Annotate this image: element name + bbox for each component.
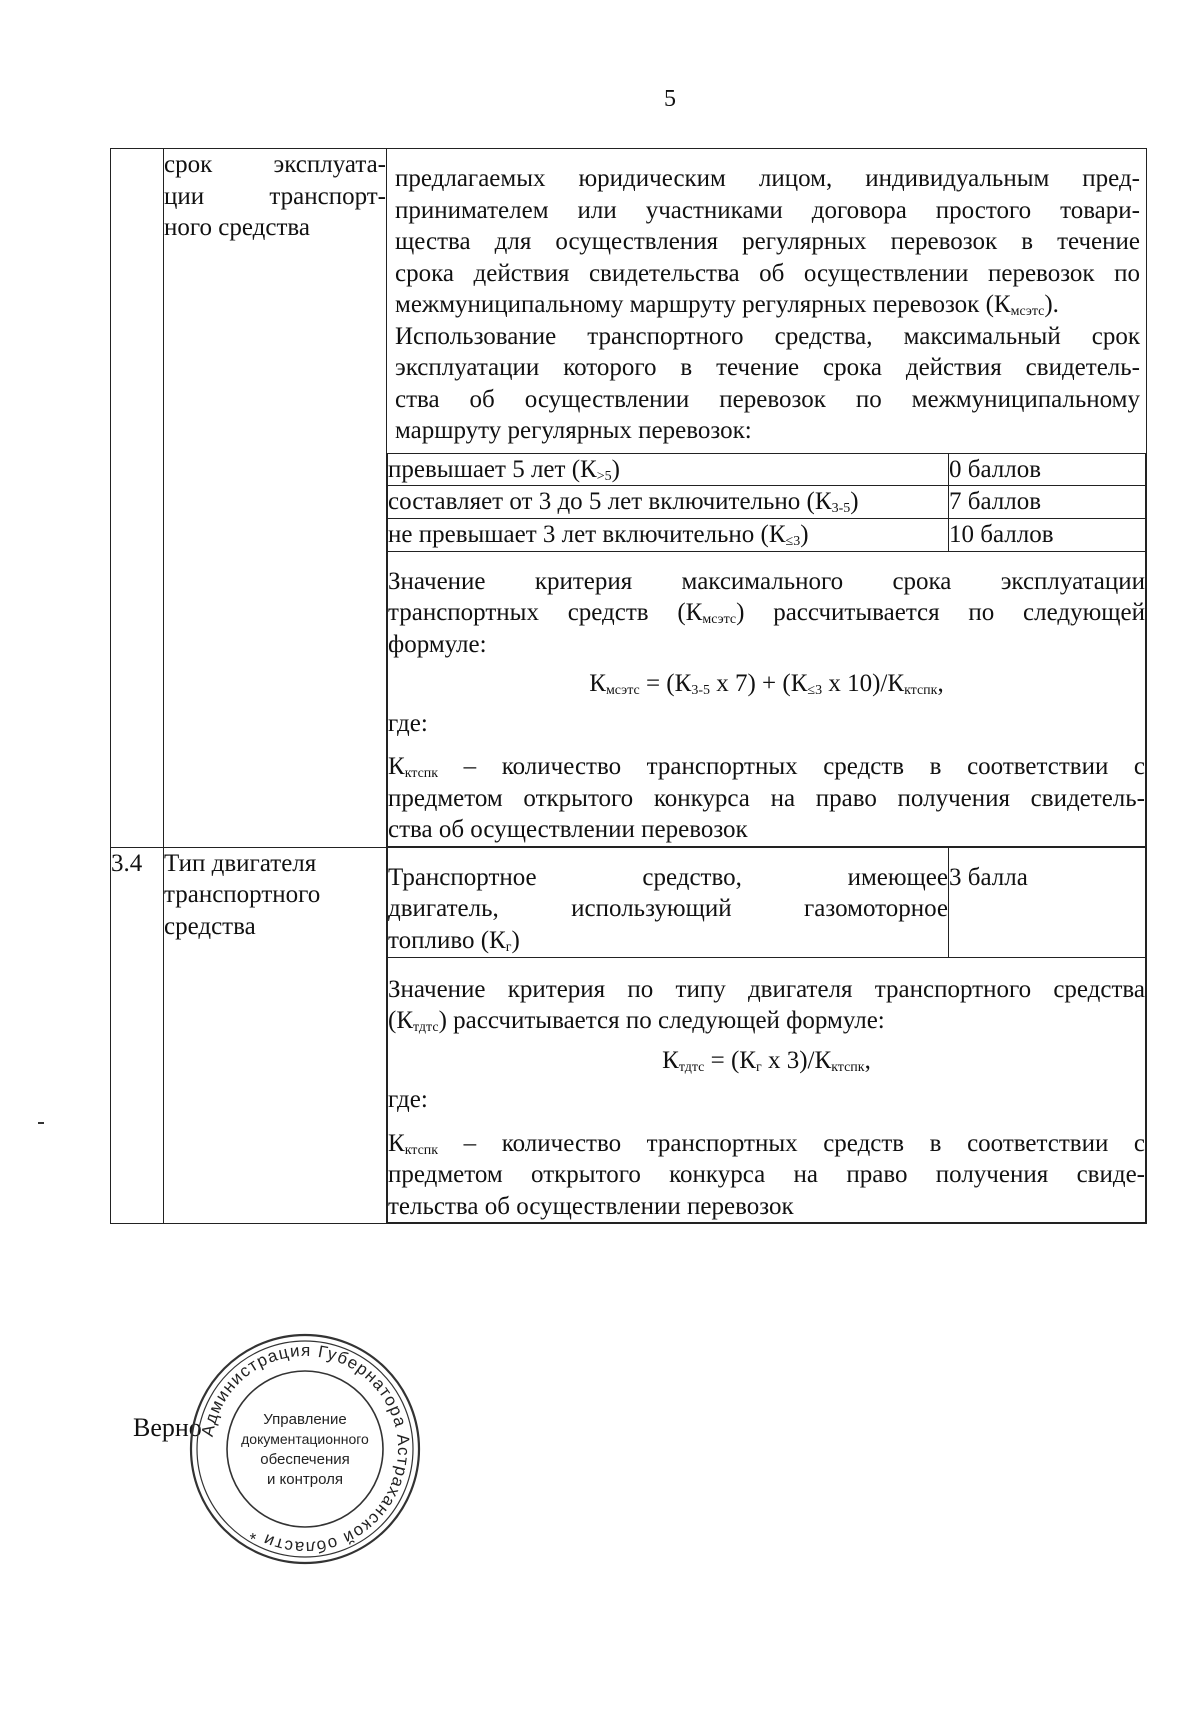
definition-line: ства об осуществлении перевозок xyxy=(388,816,748,844)
text-fragment: межмуниципальному маршруту регулярных перевозок (К xyxy=(395,291,1011,318)
table-row xyxy=(111,149,1147,848)
definition-line: $К_{ктспк}$ – количество транспортных средств в соответствии с xyxy=(388,753,1145,782)
definition-line: предметом открытого конкурса на право получения свиде- xyxy=(388,1161,1145,1189)
definition-line: тельства об осуществлении перевозок xyxy=(388,1192,794,1220)
description-cell xyxy=(387,847,1147,1224)
option-score: 0 баллов xyxy=(949,453,1146,486)
stamp-center-line: обеспечения xyxy=(260,1451,350,1468)
intro-text xyxy=(387,149,1146,453)
criterion-line: средства xyxy=(164,912,256,940)
definition-line: предметом открытого конкурса на право получения свидетель- xyxy=(388,784,1145,812)
text-line: эксплуатации которого в течение срока действия свидетель- xyxy=(395,354,1140,382)
subscript: мсэтс xyxy=(1010,304,1045,319)
stamp-ring-text: Администрация Губернатора Астраханской области * xyxy=(197,1340,414,1558)
row-number-cell xyxy=(111,149,164,848)
criterion-line: ции транспорт- xyxy=(164,182,386,210)
stamp-center-line: и контроля xyxy=(266,1471,344,1488)
calculation-row xyxy=(388,957,1146,1223)
page-number: 5 xyxy=(664,86,676,112)
text-line: предлагаемых юридическим лицом, индивидуальным пред- xyxy=(395,165,1140,192)
description-cell xyxy=(387,149,1147,848)
option-label: Транспортное средство, имеющее двигатель, использующий газомоторное топливо $(К_г)$ xyxy=(388,848,949,957)
criterion-cell xyxy=(164,149,387,848)
option-label: превышает 5 лет $(К_{>5})$ xyxy=(388,453,949,486)
text-line: срока действия свидетельства об осуществлении перевозок по xyxy=(395,259,1140,287)
text-line xyxy=(395,289,1140,321)
options-table xyxy=(387,453,1146,847)
text-line: маршруту регулярных перевозок: xyxy=(395,417,752,445)
criterion-cell xyxy=(164,847,387,1224)
criterion-line: транспортного xyxy=(164,881,321,909)
formula: $К_{тдтс} = (К_г$ x $3)/К_{ктспк}$, xyxy=(662,1046,871,1075)
option-row xyxy=(388,518,1146,551)
where-label: где: xyxy=(388,1086,428,1114)
margin-mark xyxy=(38,1122,44,1124)
official-stamp xyxy=(188,1332,422,1566)
formula: $К_{мсэтс} = (К_{3-5}$ x $7) + (К_{\le 3}$ x $10)/К_{ктспк}$, xyxy=(589,670,944,699)
option-label: составляет от 3 до 5 лет включительно $(К_{3-5})$ xyxy=(388,486,949,519)
criterion-line: ного средства xyxy=(164,214,310,241)
stamp-outer-ring xyxy=(191,1335,419,1563)
criteria-table xyxy=(110,148,1147,1224)
option-score: 3 балла xyxy=(949,848,1146,957)
text-line: принимателем или участниками договора простого товари- xyxy=(395,196,1140,224)
option-score: 7 баллов xyxy=(949,486,1146,519)
text-line: $(К_{тдтс})$ рассчитывается по следующей формуле: xyxy=(388,1007,885,1035)
options-table xyxy=(387,848,1146,1224)
text-line: Использование транспортного средства, максимальный срок xyxy=(395,322,1140,350)
stamp-center-line: Управление xyxy=(263,1411,347,1428)
where-label: где: xyxy=(388,709,428,737)
stamp-inner-ring xyxy=(227,1371,383,1527)
text-line: Значение критерия максимального срока эксплуатации xyxy=(388,567,1145,595)
criterion-line: срок эксплуата- xyxy=(164,151,386,178)
option-label: не превышает 3 лет включительно $(К_{\le 3})$ xyxy=(388,518,949,551)
text-line: щества для осуществления регулярных перевозок в течение xyxy=(395,228,1140,255)
text-line: Значение критерия по типу двигателя транспортного средства xyxy=(388,975,1145,1003)
calculation-cell xyxy=(388,551,1146,846)
text-line: транспортных средств $(К_{мсэтс})$ рассчитывается по следующей xyxy=(388,599,1145,627)
text-line: формуле: xyxy=(388,630,487,658)
stamp-center-line: документационного xyxy=(241,1431,369,1447)
calculation-row xyxy=(388,551,1146,846)
certification-label: Верно xyxy=(133,1413,202,1442)
option-row xyxy=(388,453,1146,486)
definition-line: $К_{ктспк}$ – количество транспортных средств в соответствии с xyxy=(388,1129,1145,1158)
text-line: ства об осуществлении перевозок по межмуниципальному xyxy=(395,385,1140,413)
criterion-line: Тип двигателя xyxy=(164,849,317,877)
calculation-cell xyxy=(388,957,1146,1223)
table-row xyxy=(111,847,1147,1224)
option-score: 10 баллов xyxy=(949,518,1146,551)
row-number-cell: 3.4 xyxy=(111,847,164,1224)
text-fragment: ). xyxy=(1044,291,1059,318)
option-row xyxy=(388,848,1146,957)
option-row xyxy=(388,486,1146,519)
